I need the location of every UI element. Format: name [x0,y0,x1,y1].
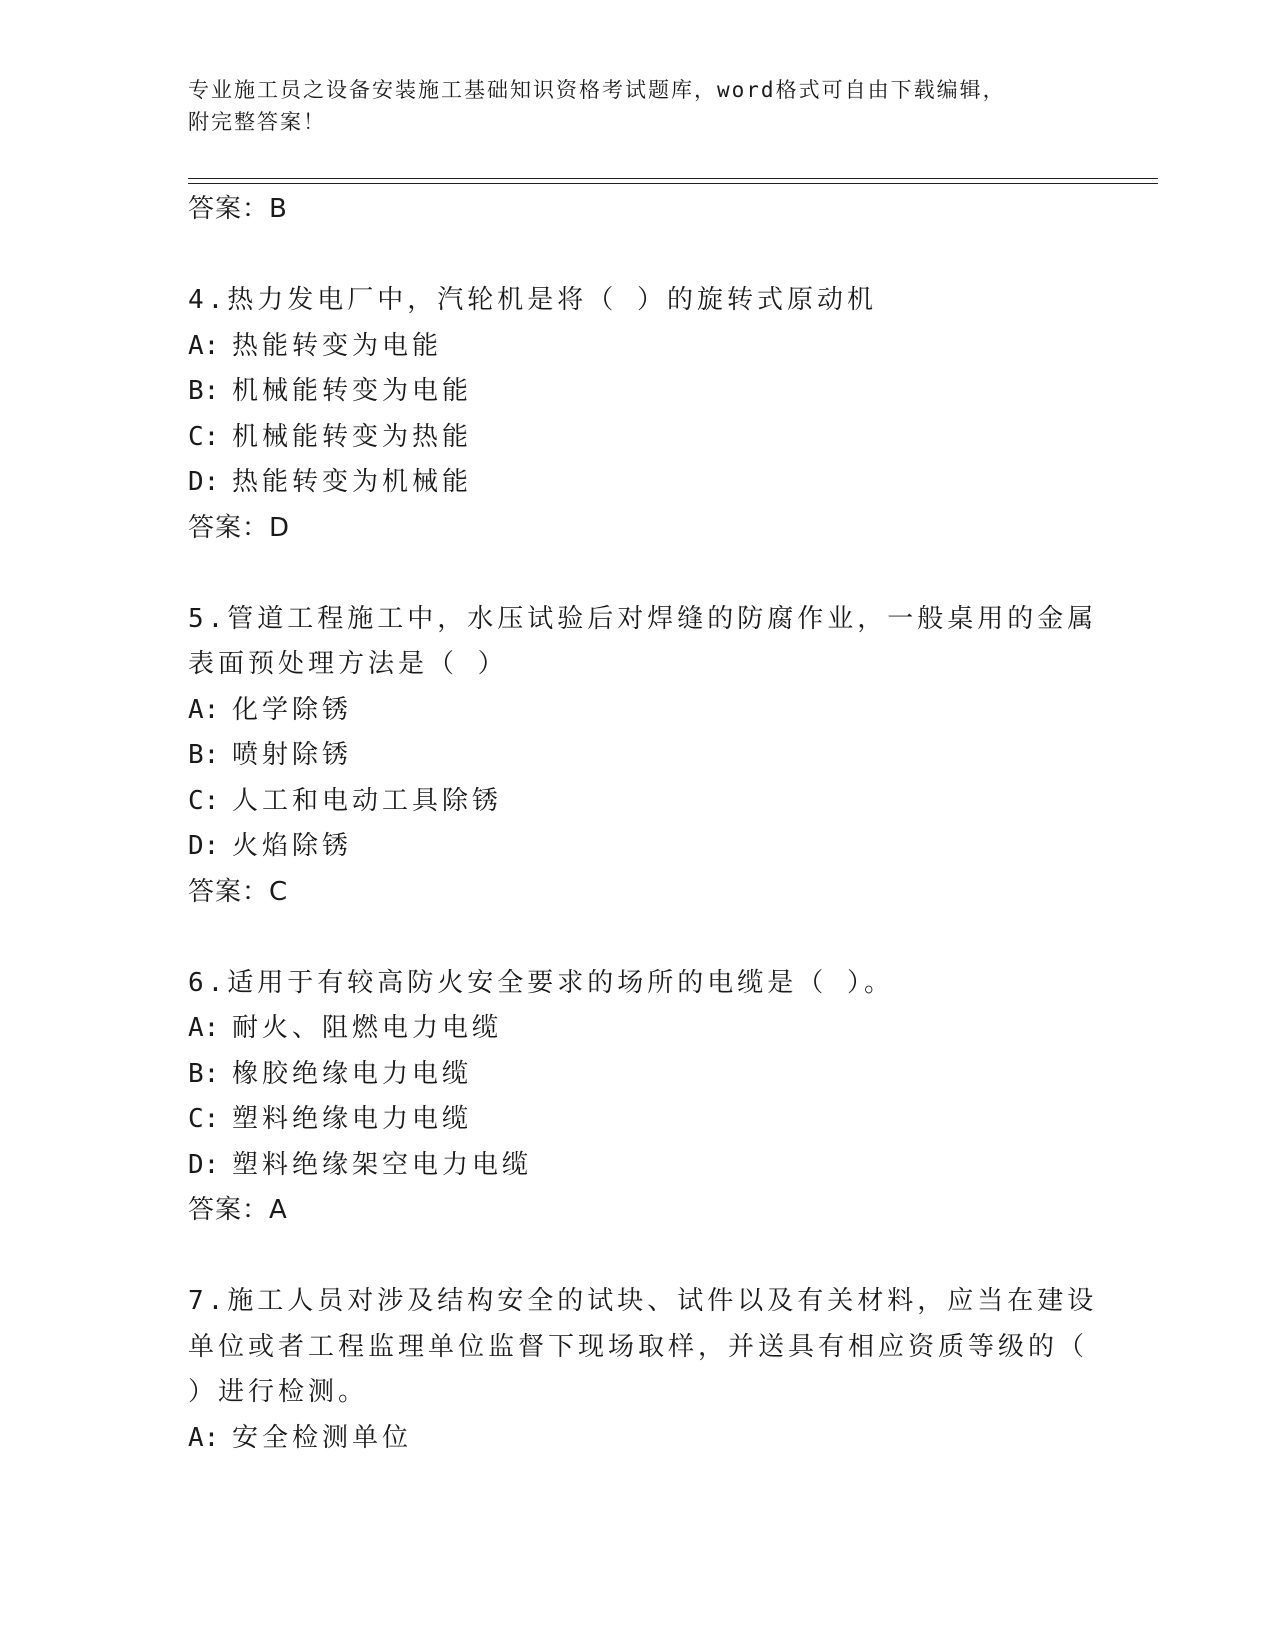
question-block [188,597,1098,916]
question-stem: 6.适用于有较高防火安全要求的场所的电缆是（ ）。 [188,967,894,998]
spacer [188,551,1088,597]
answer-line: 答案：A [188,1195,288,1225]
spacer [188,915,1088,961]
answer-value: B [269,194,288,224]
answer-value: D [269,512,291,543]
question-stem-line-2: 表面预处理方法是（ ） [188,649,508,679]
header-line-2: 附完整答案！ [188,110,326,134]
option-c: C: 机械能转变为热能 [188,421,473,452]
header-divider-bottom [188,183,1158,184]
question-stem: 4.热力发电厂中，汽轮机是将（ ）的旋转式原动机 [188,285,877,315]
option-b: B: 喷射除锈 [188,740,353,770]
option-b: B: 橡胶绝缘电力电缆 [188,1058,473,1089]
question-body [188,187,1098,1461]
document-header [188,74,1088,138]
answer-line: 答案：D [188,512,291,543]
option-a: A: 安全检测单位 [188,1422,413,1453]
option-a: A: 耐火、阻燃电力电缆 [188,1013,503,1043]
spacer [188,1234,1088,1280]
spacer [188,233,1088,279]
question-stem-line-2: 单位或者工程监理单位监督下现场取样，并送具有相应资质等级的（ [188,1331,1089,1362]
question-stem-line-3: ）进行检测。 [188,1377,369,1407]
answer-value: A [269,1195,288,1225]
header-divider-top [188,178,1158,179]
answer-label: 答案： [188,194,270,224]
option-b: B: 机械能转变为电能 [188,376,473,406]
answer-line: 答案：C [188,876,289,907]
question-stem-line-1: 7.施工人员对涉及结构安全的试块、试件以及有关材料，应当在建设 [188,1286,1098,1316]
question-block [188,1279,1098,1461]
option-d: D: 塑料绝缘架空电力电缆 [188,1149,533,1180]
answer-line [188,187,1088,233]
option-c: C: 塑料绝缘电力电缆 [188,1104,473,1134]
option-d: D: 热能转变为机械能 [188,467,473,497]
answer-value: C [269,876,289,907]
option-a: A: 化学除锈 [188,694,353,725]
header-line-1: 专业施工员之设备安装施工基础知识资格考试题库，word格式可自由下载编辑， [188,78,1006,102]
option-c: C: 人工和电动工具除锈 [188,785,503,816]
question-block [188,278,1088,551]
option-a: A: 热能转变为电能 [188,330,443,361]
option-d: D: 火焰除锈 [188,831,353,861]
question-block [188,961,1088,1234]
question-stem-line-1: 5.管道工程施工中，水压试验后对焊缝的防腐作业，一般桌用的金属 [188,603,1098,634]
